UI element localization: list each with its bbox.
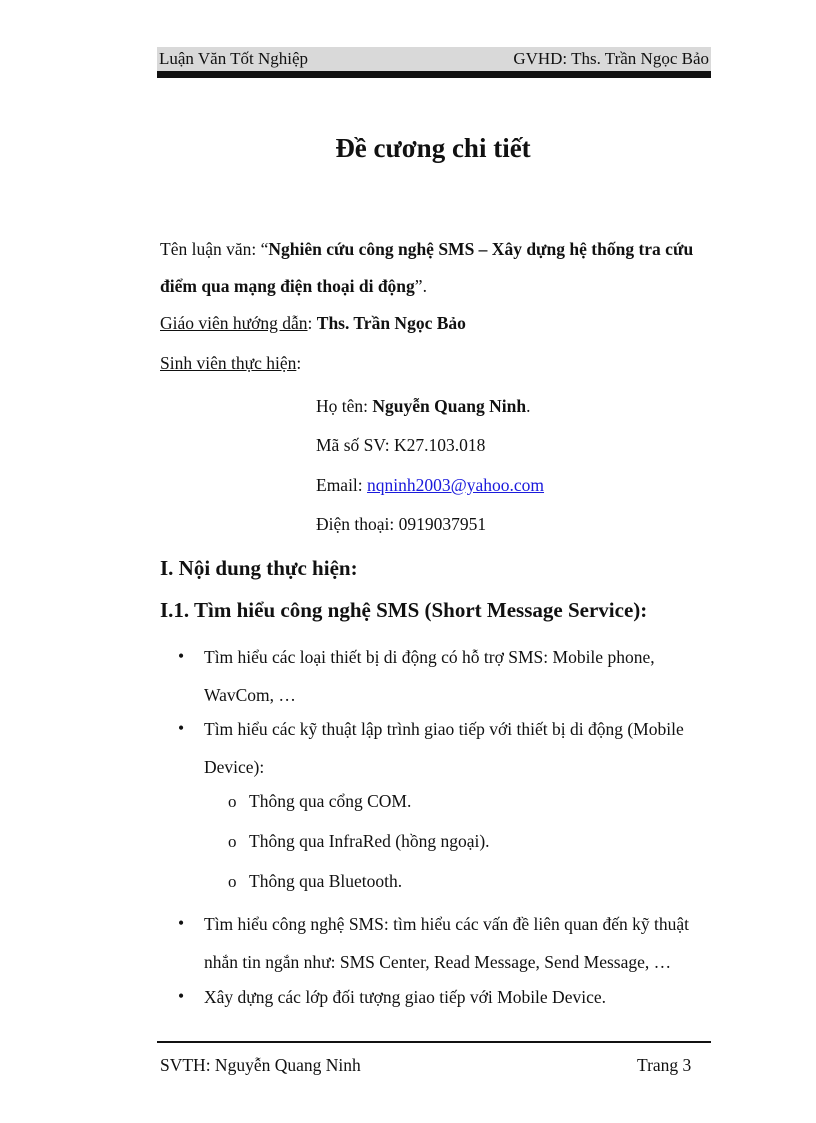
footer-left-text: SVTH: Nguyễn Quang Ninh [160,1055,361,1075]
student-name: Nguyễn Quang Ninh [372,396,527,416]
student-id-line: Mã số SV: K27.103.018 [316,435,486,455]
bullet-marker: • [178,913,185,933]
bullet-marker: • [178,718,185,738]
sub-item: Thông qua Bluetooth. [249,871,403,891]
thesis-label: Tên luận văn: “ [160,239,269,259]
student-label: Sinh viên thực hiện [160,353,297,373]
thesis-end: ”. [414,276,427,296]
header-rule [157,71,711,78]
sub-item: Thông qua InfraRed (hồng ngoại). [249,831,490,851]
thesis-paragraph [160,231,712,305]
thesis-name-line2: điểm qua mạng điện thoại di động [160,276,415,296]
header-left-text: Luận Văn Tốt Nghiệp [159,49,309,68]
student-name-end: . [526,396,531,416]
student-email-line [316,475,544,496]
sub-bullet-marker: o [228,832,237,851]
bullet-marker: • [178,986,185,1006]
student-phone-line: Điện thoại: 0919037951 [316,514,487,534]
sub-bullet-marker: o [228,792,237,811]
page-number: Trang 3 [637,1055,692,1075]
student-name-label: Họ tên: [316,396,373,416]
bullet-line: WavCom, … [204,685,296,705]
thesis-name-line1: Nghiên cứu công nghệ SMS – Xây dựng hệ thống tra cứu [268,239,694,259]
bullet-line: Tìm hiểu các loại thiết bị di động có hỗ trợ SMS: Mobile phone, [204,647,655,667]
student-email-link[interactable]: nqninh2003@yahoo.com [367,475,545,495]
subsection-heading: I.1. Tìm hiểu công nghệ SMS (Short Message Service): [160,598,648,622]
student-line [160,345,712,382]
bullet-marker: • [178,646,185,666]
student-name-line [316,396,530,417]
bullet-line: Xây dựng các lớp đối tượng giao tiếp với Mobile Device. [204,987,606,1007]
advisor-label: Giáo viên hướng dẫn [160,313,308,333]
bullet-item [204,638,712,714]
student-email-label: Email: [316,475,368,495]
page-title: Đề cương chi tiết [335,133,531,163]
bullet-item [204,978,712,1016]
section-heading: I. Nội dung thực hiện: [160,556,358,580]
bullet-line: Device): [204,757,265,777]
footer-rule [157,1041,711,1043]
page-header [157,47,711,71]
sub-item: Thông qua cổng COM. [249,791,412,811]
sub-bullet-marker: o [228,872,237,891]
bullet-item [204,905,712,981]
advisor-line [160,305,712,342]
advisor-sep: : [307,313,317,333]
student-colon: : [296,353,302,373]
advisor-name: Ths. Trần Ngọc Bảo [316,313,466,333]
bullet-line: Tìm hiểu các kỹ thuật lập trình giao tiếp với thiết bị di động (Mobile [204,719,684,739]
bullet-line: nhắn tin ngắn như: SMS Center, Read Message, Send Message, … [204,952,672,972]
bullet-item [204,710,712,786]
bullet-line: Tìm hiểu công nghệ SMS: tìm hiểu các vấn đề liên quan đến kỹ thuật [204,914,690,934]
header-right-text: GVHD: Ths. Trần Ngọc Bảo [513,49,709,68]
